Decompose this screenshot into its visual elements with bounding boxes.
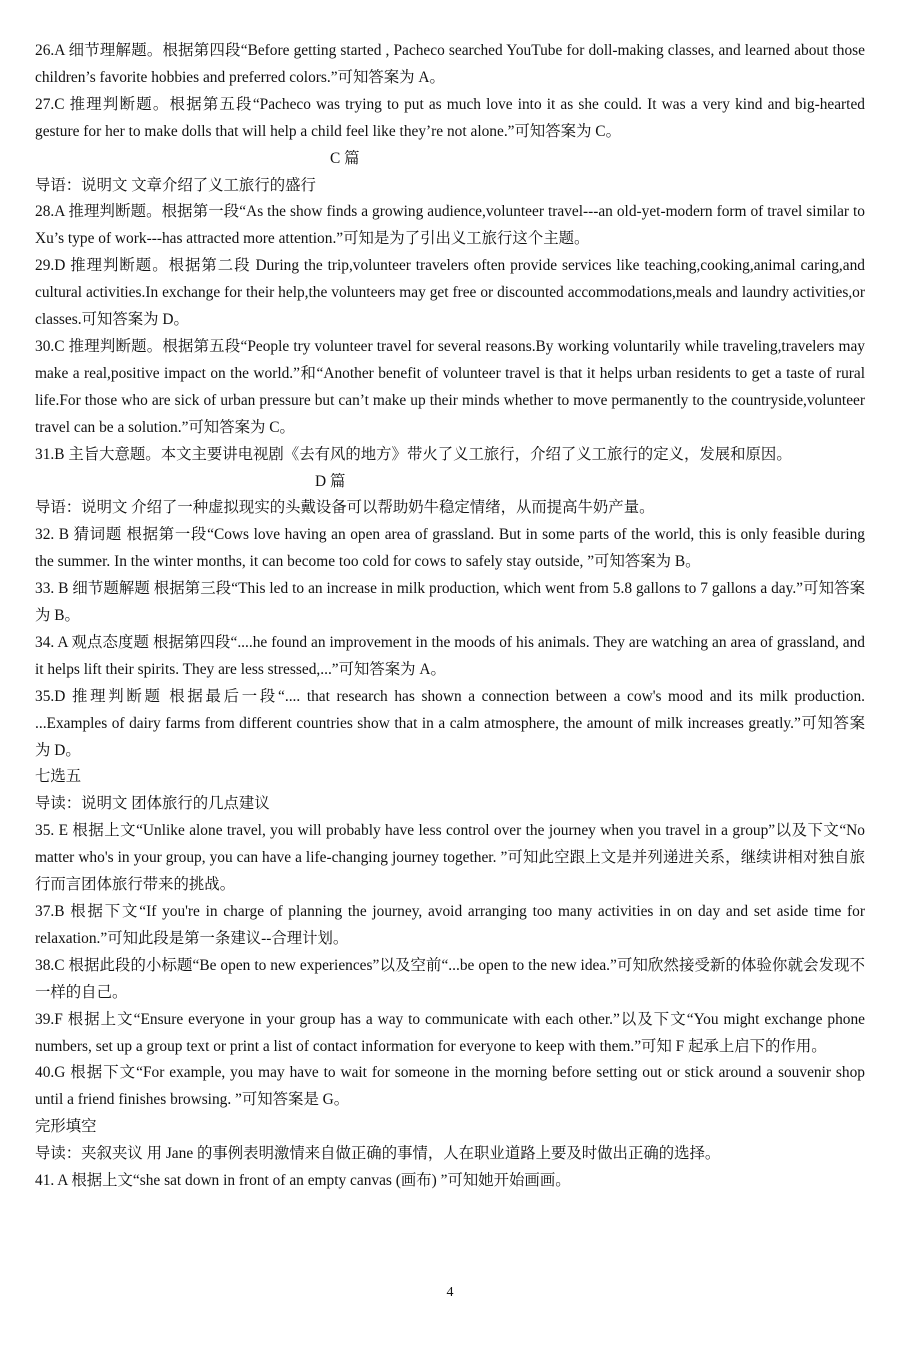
answer-35e: 35. E 根据上文“Unlike alone travel, you will probably have less control over the journey when you travel in a group”以及下文“No matter who's in your group, you can have a life-changing journey together. ”可知此空跟上文是并列递进关系，继续讲相对独自旅行而言团体旅行带来的挑战。 xyxy=(35,822,865,894)
answer-41: 41. A 根据上文“she sat down in front of an empty canvas (画布) ”可知她开始画画。 xyxy=(35,1172,571,1190)
answer-31: 31.B 主旨大意题。本文主要讲电视剧《去有风的地方》带火了义工旅行，介绍了义工旅行的定义，发展和原因。 xyxy=(35,445,792,463)
intro-d: 导语：说明文 介绍了一种虚拟现实的头戴设备可以帮助奶牛稳定情绪，从而提高牛奶产量。 xyxy=(35,499,655,517)
answer-29: 29.D 推理判断题。根据第二段 During the trip,volunteer travelers often provide services like teaching,cooking,animal caring,and cultural activities.In exchange for their help,the volunteers may get free or discounted accommodations,meals and laundry activities,or classes.可知答案为 D。 xyxy=(35,257,865,329)
section-heading-cloze: 完形填空 xyxy=(35,1118,97,1136)
answer-39: 39.F 根据上文“Ensure everyone in your group has a way to communicate with each other.”以及下文“You might exchange phone numbers, set up a group text or print a list of contact information for everyone to keep with them.”可知 F 起承上启下的作用。 xyxy=(35,1010,865,1055)
answer-33: 33. B 细节题解题 根据第三段“This led to an increase in milk production, which went from 5.8 gallons to 7 gallons a day.”可知答案为 B。 xyxy=(35,580,865,625)
answer-28: 28.A 推理判断题。根据第一段“As the show finds a growing audience,volunteer travel---an old-yet-modern form of travel similar to Xu’s type of work---has attracted more attention.”可知是为了引出义工旅行这个主题。 xyxy=(35,203,865,248)
answer-32: 32. B 猜词题 根据第一段“Cows love having an open area of grassland. But in some parts of the world, this is only feasible during the summer. In the winter months, it can become too cold for cows to safely stay outside, ”可知答案为 B。 xyxy=(35,526,865,571)
answer-38: 38.C 根据此段的小标题“Be open to new experiences”以及空前“...be open to the new idea.”可知欣然接受新的体验你就会发现不一样的自己。 xyxy=(35,956,865,1001)
answer-explanations xyxy=(35,38,865,1195)
answer-35d: 35.D 推理判断题 根据最后一段“.... that research has shown a connection between a cow's mood and its milk production. ...Examples of dairy farms from different countries show that in a calm atmosphere, the amount of milk increases greatly.”可知答案为 D。 xyxy=(35,687,865,759)
answer-37: 37.B 根据下文“If you're in charge of planning the journey, avoid arranging too many activities in on day and set aside time for relaxation.”可知此段是第一条建议--合理计划。 xyxy=(35,903,865,947)
answer-40: 40.G 根据下文“For example, you may have to wait for someone in the morning before setting out or stick around a souvenir shop until a friend finishes browsing. ”可知答案是 G。 xyxy=(35,1064,865,1109)
page-number: 4 xyxy=(446,1285,454,1300)
intro-c: 导语：说明文 文章介绍了义工旅行的盛行 xyxy=(35,176,316,194)
section-heading-seven-choose-five: 七选五 xyxy=(35,768,82,786)
answer-30: 30.C 推理判断题。根据第五段“People try volunteer travel for several reasons.By working voluntarily while traveling,travelers may make a real,positive impact on the world.”和“Another benefit of volunteer travel is that it helps urban residents to get a taste of rural life.For those who are sick of urban pressure but can’t make up their minds whether to move permanently to the countryside,volunteer travel can be a solution.”可知答案为 C。 xyxy=(35,337,865,436)
answer-34: 34. A 观点态度题 根据第四段“....he found an improvement in the moods of his animals. They are watching an area of grassland, and it helps lift their spirits. They are less stressed,...”可知答案为 A。 xyxy=(35,633,865,678)
intro-cloze: 导读：夹叙夹议 用 Jane 的事例表明激情来自做正确的事情，人在职业道路上要及时做出正确的选择。 xyxy=(35,1145,721,1163)
intro-seven-choose-five: 导读：说明文 团体旅行的几点建议 xyxy=(35,795,270,813)
section-heading-c: C 篇 xyxy=(330,149,360,167)
answer-27: 27.C 推理判断题。根据第五段“Pacheco was trying to put as much love into it as she could. It was a very kind and big-hearted gesture for her to make dolls that will help a child feel like they’re not alone.”可知答案为 C。 xyxy=(35,95,865,140)
answer-26: 26.A 细节理解题。根据第四段“Before getting started , Pacheco searched YouTube for doll-making classes, and learned about those children’s favorite hobbies and preferred colors.”可知答案为 A。 xyxy=(35,42,865,86)
section-heading-d: D 篇 xyxy=(315,472,346,490)
